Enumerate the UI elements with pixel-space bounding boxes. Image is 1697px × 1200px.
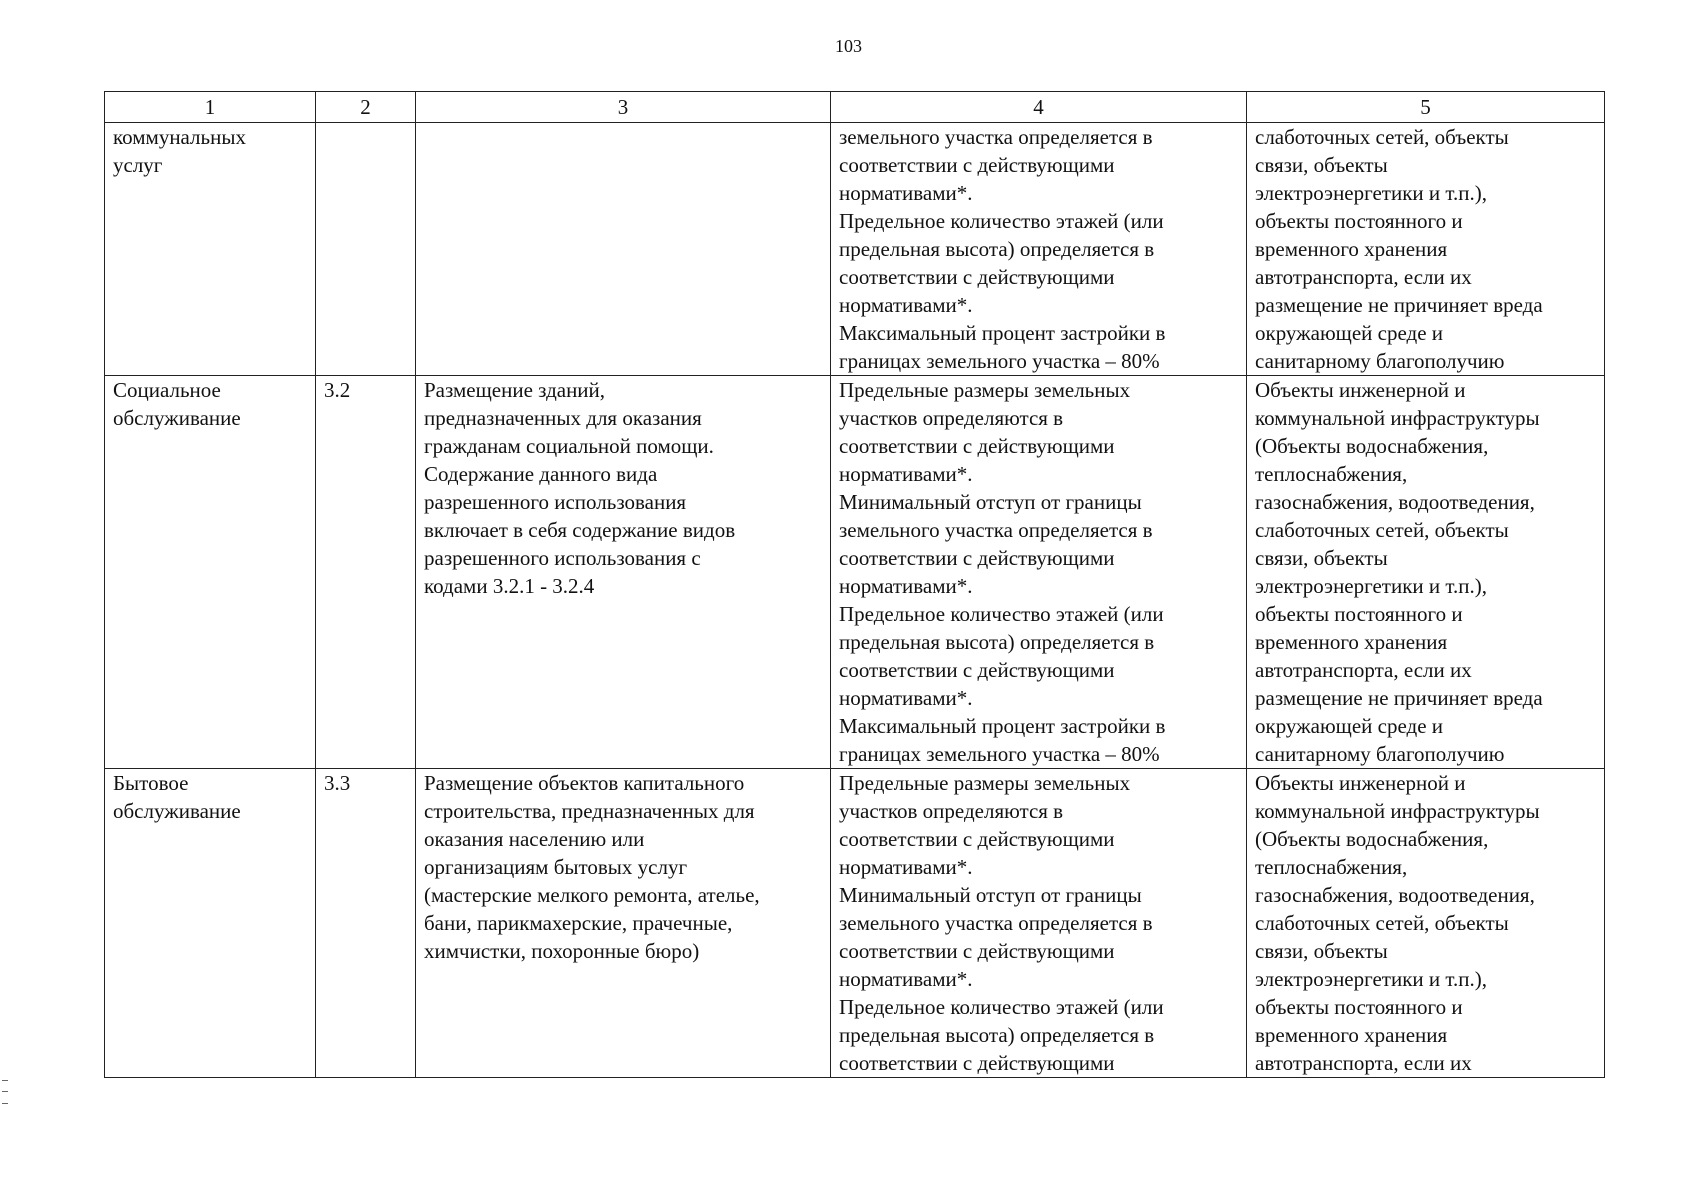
auxiliary-uses-text: Объекты инженерной и коммунальной инфраструктуры (Объекты водоснабжения, теплоснабжения, газоснабжения, водоотведения, слаботочных сетей, объекты связи, объекты электроэнергетики и т.п.), объекты постоянного и временного хранения автотранспорта, если их размещение не причиняет вреда окружающей среде и санитарному благополучию [1255, 378, 1543, 766]
scan-margin-mark [2, 1080, 8, 1104]
cell-use-parameters [831, 376, 1247, 769]
cell-use-description [416, 123, 831, 376]
column-header-3: 3 [416, 92, 831, 123]
use-name-text: коммунальных услуг [113, 125, 246, 177]
use-code-text: 3.3 [324, 771, 351, 795]
table-row-communal-services [105, 123, 1605, 376]
cell-use-code [316, 123, 416, 376]
column-header-2: 2 [316, 92, 416, 123]
cell-auxiliary-uses [1247, 769, 1605, 1078]
auxiliary-uses-text: слаботочных сетей, объекты связи, объекты электроэнергетики и т.п.), объекты постоянного и временного хранения автотранспорта, если их размещение не причиняет вреда окружающей среде и санитарному благополучию [1255, 125, 1543, 373]
cell-use-parameters [831, 769, 1247, 1078]
cell-use-code [316, 769, 416, 1078]
table-header-row [105, 92, 1605, 123]
use-code-text: 3.2 [324, 378, 351, 402]
page-number: 103 [835, 36, 862, 56]
cell-auxiliary-uses [1247, 123, 1605, 376]
cell-use-description [416, 769, 831, 1078]
column-header-5: 5 [1247, 92, 1605, 123]
column-header-1: 1 [105, 92, 316, 123]
cell-auxiliary-uses [1247, 376, 1605, 769]
column-header-4: 4 [831, 92, 1247, 123]
use-parameters-text: земельного участка определяется в соответствии с действующими нормативами*. Предельное количество этажей (или предельная высота) определяется в соответствии с действующими нормативами*. Максимальный процент застройки в границах земельного участка – 80% [839, 125, 1166, 373]
use-parameters-text: Предельные размеры земельных участков определяются в соответствии с действующими нормативами*. Минимальный отступ от границы земельного участка определяется в соответствии с действующими нормативами*. Предельное количество этажей (или предельная высота) определяется в соответствии с действующими нормативами*. Максимальный процент застройки в границах земельного участка – 80% [839, 378, 1166, 766]
land-use-table [104, 91, 1605, 1078]
use-name-text: Бытовое обслуживание [113, 771, 241, 823]
auxiliary-uses-text: Объекты инженерной и коммунальной инфраструктуры (Объекты водоснабжения, теплоснабжения, газоснабжения, водоотведения, слаботочных сетей, объекты связи, объекты электроэнергетики и т.п.), объекты постоянного и временного хранения автотранспорта, если их [1255, 771, 1540, 1075]
use-description-text: Размещение зданий, предназначенных для оказания гражданам социальной помощи. Содержание данного вида разрешенного использования включает в себя содержание видов разрешенного использования с кодами 3.2.1 - 3.2.4 [424, 378, 736, 598]
cell-use-name [105, 769, 316, 1078]
cell-use-name [105, 376, 316, 769]
cell-use-code [316, 376, 416, 769]
cell-use-name [105, 123, 316, 376]
cell-use-description [416, 376, 831, 769]
use-name-text: Социальное обслуживание [113, 378, 241, 430]
table-row-social-services [105, 376, 1605, 769]
cell-use-parameters [831, 123, 1247, 376]
use-parameters-text: Предельные размеры земельных участков определяются в соответствии с действующими нормативами*. Минимальный отступ от границы земельного участка определяется в соответствии с действующими нормативами*. Предельное количество этажей (или предельная высота) определяется в соответствии с действующими [839, 771, 1164, 1075]
use-description-text: Размещение объектов капитального строительства, предназначенных для оказания населению или организациям бытовых услуг (мастерские мелкого ремонта, ателье, бани, парикмахерские, прачечные, химчистки, похоронные бюро) [424, 771, 760, 963]
table-row-consumer-services [105, 769, 1605, 1078]
